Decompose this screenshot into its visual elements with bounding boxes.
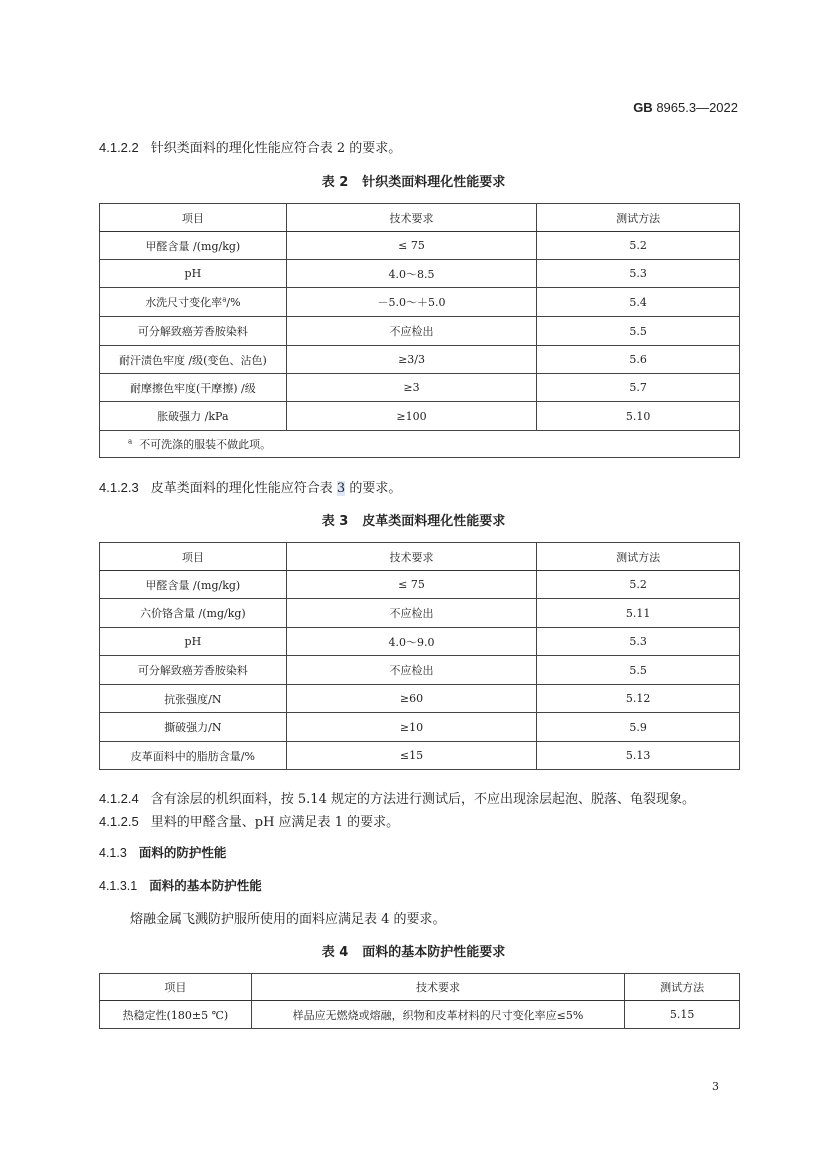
heading-text: 面料的基本防护性能: [149, 878, 262, 893]
table-header-row: [100, 204, 740, 232]
clause-number: 4.1.3.1: [99, 879, 138, 893]
cell-item: 皮革面料中的脂肪含量/%: [100, 742, 287, 770]
table2: [99, 203, 740, 458]
table-header-row: [100, 543, 740, 571]
table-footnote: [100, 431, 740, 458]
cell-item: 六价铬含量 /(mg/kg): [100, 599, 287, 628]
cell-method: 5.2: [537, 232, 740, 260]
cell-requirement: ≤ 75: [286, 232, 537, 260]
table-row: [100, 317, 740, 346]
cell-requirement: ≥3/3: [286, 346, 537, 374]
cell-item: 耐汗渍色牢度 /级(变色、沾色): [100, 346, 287, 374]
table-row: [100, 260, 740, 288]
clause-number: 4.1.2.3: [99, 480, 139, 495]
cell-method: 5.13: [537, 742, 740, 770]
cell-item: pH: [100, 260, 287, 288]
table-footnote-row: [100, 431, 740, 458]
clause-4-1-3-1-heading: [99, 876, 262, 894]
cell-requirement: ≥10: [286, 713, 537, 742]
table2-caption: [0, 171, 827, 190]
table-header-row: [100, 974, 740, 1001]
standard-code: GB: [633, 100, 653, 115]
table-row: [100, 402, 740, 431]
table-row: [100, 571, 740, 599]
table-row: [100, 1001, 740, 1029]
cell-requirement: ≥100: [286, 402, 537, 431]
paragraph-4-1-3-1: 熔融金属飞溅防护服所使用的面料应满足表 4 的要求。: [130, 912, 446, 927]
col-header-requirement: 技术要求: [251, 974, 624, 1001]
table3: [99, 542, 740, 770]
clause-number: 4.1.3: [99, 846, 127, 860]
table-row: [100, 656, 740, 685]
cell-method: 5.10: [537, 402, 740, 431]
clause-text: 里料的甲醛含量、pH 应满足表 1 的要求。: [150, 815, 400, 830]
cell-method: 5.11: [537, 599, 740, 628]
clause-4-1-3-heading: [99, 843, 226, 861]
table-number: 表 3: [321, 514, 349, 529]
cell-item: 胀破强力 /kPa: [100, 402, 287, 431]
table-row: [100, 599, 740, 628]
cell-requirement: 样品应无燃烧或熔融，织物和皮革材料的尺寸变化率应≤5%: [251, 1001, 624, 1029]
cell-method: 5.2: [537, 571, 740, 599]
clause-text: 皮革类面料的理化性能应符合表: [150, 481, 337, 496]
cell-requirement: ≤ 75: [286, 571, 537, 599]
cell-requirement: 不应检出: [286, 656, 537, 685]
table-row: [100, 685, 740, 713]
table-title: 面料的基本防护性能要求: [362, 945, 506, 960]
cell-item: 耐摩擦色牢度(干摩擦) /级: [100, 374, 287, 402]
cell-item: 甲醛含量 /(mg/kg): [100, 232, 287, 260]
clause-text: 含有涂层的机织面料，按 5.14 规定的方法进行测试后，不应出现涂层起泡、脱落、龟裂现象。: [150, 792, 695, 807]
cell-requirement: ≥60: [286, 685, 537, 713]
cell-item: 热稳定性(180±5 ℃): [100, 1001, 252, 1029]
standard-code-header: [633, 100, 738, 115]
cell-requirement: 不应检出: [286, 599, 537, 628]
table-title: 针织类面料理化性能要求: [362, 175, 506, 190]
cell-method: 5.5: [537, 656, 740, 685]
clause-4-1-2-4: [99, 788, 695, 807]
col-header-requirement: 技术要求: [286, 543, 537, 571]
cell-item: 抗张强度/N: [100, 685, 287, 713]
table4: [99, 973, 740, 1029]
clause-4-1-2-5: [99, 811, 399, 830]
cell-method: 5.15: [625, 1001, 740, 1029]
cell-item: 撕破强力/N: [100, 713, 287, 742]
cell-requirement: 不应检出: [286, 317, 537, 346]
standard-number: 8965.3—2022: [656, 100, 738, 115]
col-header-item: 项目: [100, 543, 287, 571]
table-row: [100, 374, 740, 402]
cell-method: 5.6: [537, 346, 740, 374]
col-header-method: 测试方法: [625, 974, 740, 1001]
clause-number: 4.1.2.4: [99, 791, 139, 806]
cell-item: 甲醛含量 /(mg/kg): [100, 571, 287, 599]
cell-item-text: 水洗尺寸变化率: [145, 296, 223, 309]
cell-requirement: 4.0～8.5: [286, 260, 537, 288]
clause-number: 4.1.2.5: [99, 814, 139, 829]
col-header-item: 项目: [100, 204, 287, 232]
clause-text-end: 的要求。: [345, 481, 402, 496]
table4-caption: [0, 941, 827, 960]
table-number: 表 4: [321, 945, 349, 960]
clause-4-1-2-3: [99, 477, 401, 496]
cell-method: 5.12: [537, 685, 740, 713]
footnote-ref: a: [222, 295, 227, 304]
table3-caption: [0, 510, 827, 529]
cell-method: 5.5: [537, 317, 740, 346]
cell-item-unit: /%: [226, 296, 241, 309]
cell-item: 可分解致癌芳香胺染料: [100, 317, 287, 346]
cell-requirement: ≤15: [286, 742, 537, 770]
col-header-requirement: 技术要求: [286, 204, 537, 232]
table-row: [100, 742, 740, 770]
cell-requirement: ≥3: [286, 374, 537, 402]
table-title: 皮革类面料理化性能要求: [362, 514, 506, 529]
clause-text-highlight: 3: [336, 481, 346, 496]
col-header-method: 测试方法: [537, 204, 740, 232]
heading-text: 面料的防护性能: [138, 845, 227, 860]
cell-item: pH: [100, 628, 287, 656]
cell-requirement: －5.0～＋5.0: [286, 288, 537, 317]
cell-method: 5.4: [537, 288, 740, 317]
cell-method: 5.3: [537, 260, 740, 288]
table-number: 表 2: [321, 175, 349, 190]
cell-method: 5.3: [537, 628, 740, 656]
table-row: [100, 288, 740, 317]
clause-text: 针织类面料的理化性能应符合表 2 的要求。: [150, 141, 402, 156]
clause-4-1-2-2: [99, 137, 401, 156]
cell-item: [100, 288, 287, 317]
footnote-text: 不可洗涤的服装不做此项。: [139, 438, 272, 451]
table-row: [100, 346, 740, 374]
col-header-item: 项目: [100, 974, 252, 1001]
cell-item: 可分解致癌芳香胺染料: [100, 656, 287, 685]
table-row: [100, 713, 740, 742]
cell-method: 5.9: [537, 713, 740, 742]
page-number: 3: [712, 1080, 719, 1093]
table-row: [100, 628, 740, 656]
col-header-method: 测试方法: [537, 543, 740, 571]
table-row: [100, 232, 740, 260]
cell-requirement: 4.0～9.0: [286, 628, 537, 656]
cell-method: 5.7: [537, 374, 740, 402]
clause-number: 4.1.2.2: [99, 140, 139, 155]
footnote-mark: a: [128, 437, 133, 446]
